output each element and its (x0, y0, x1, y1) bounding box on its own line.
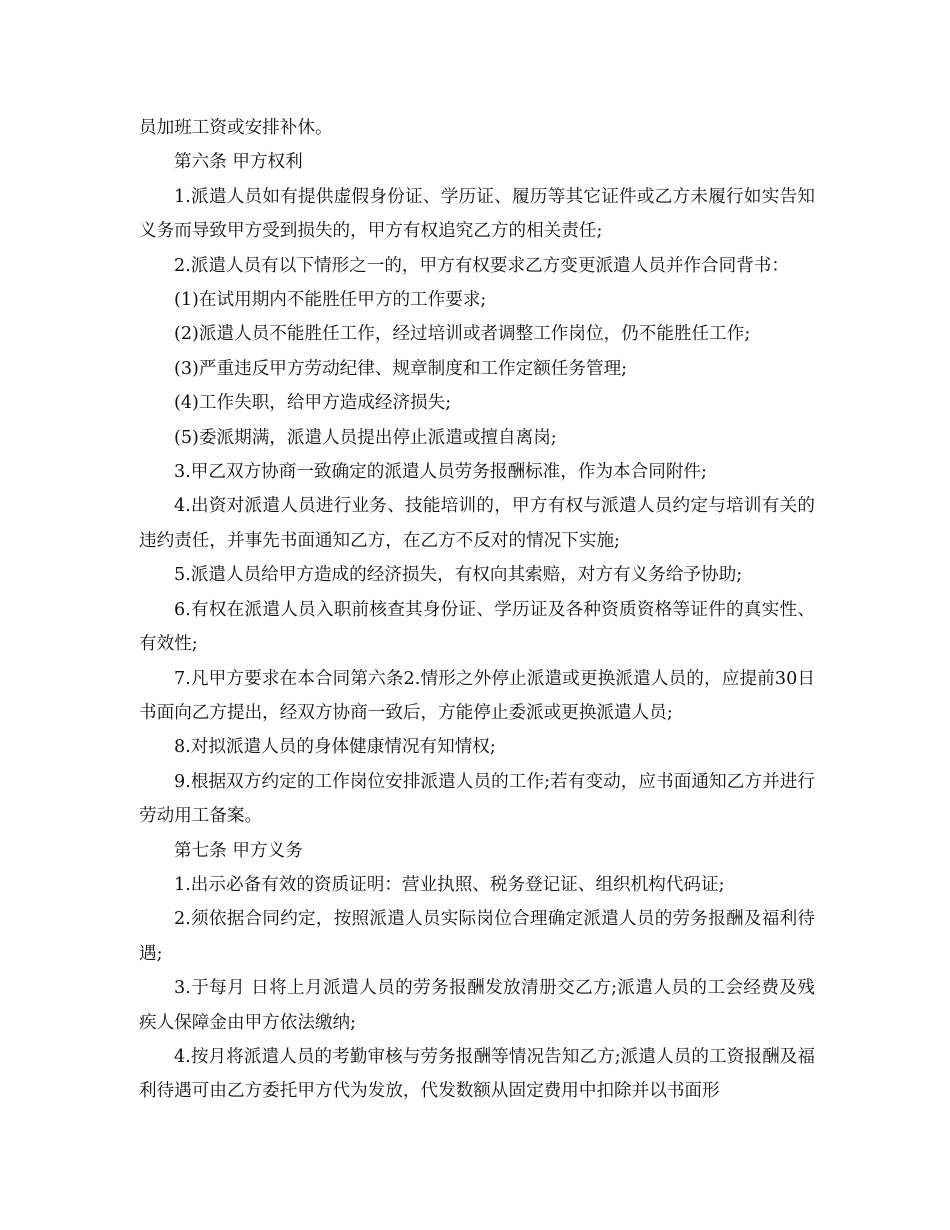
clause-6-6: 6.有权在派遣人员入职前核查其身份证、学历证及各种资质资格等证件的真实性、有效性; (139, 599, 815, 655)
clause-6-8: 8.对拟派遣人员的身体健康情况有知情权; (174, 737, 496, 758)
clause-6-2-item-4: (4)工作失职，给甲方造成经济损失; (174, 393, 452, 414)
clause-6-4: 4.出资对派遣人员进行业务、技能培训的，甲方有权与派遣人员约定与培训有关的违约责任，并事先书面通知乙方，在乙方不反对的情况下实施; (139, 496, 815, 551)
clause-6-3: 3.甲乙双方协商一致确定的派遣人员劳务报酬标准，作为本合同附件; (174, 462, 707, 483)
clause-7-2: 2.须依据合同约定，按照派遣人员实际岗位合理确定派遣人员的劳务报酬及福利待遇; (139, 909, 815, 964)
clause-6-1: 1.派遣人员如有提供虚假身份证、学历证、履历等其它证件或乙方未履行如实告知义务而导致甲方受到损失的，甲方有权追究乙方的相关责任; (139, 186, 815, 242)
clause-7-1: 1.出示必备有效的资质证明：营业执照、税务登记证、组织机构代码证; (174, 874, 725, 895)
clause-7-3: 3.于每月 日将上月派遣人员的劳务报酬发放清册交乙方;派遣人员的工会经费及残疾人保障金由甲方依法缴纳; (139, 978, 815, 1033)
clause-6-2-item-1: (1)在试用期内不能胜任甲方的工作要求; (174, 290, 487, 311)
section-heading-article-6: 第六条 甲方权利 (174, 152, 303, 173)
clause-6-2: 2.派遣人员有以下情形之一的，甲方有权要求乙方变更派遣人员并作合同背书： (174, 255, 789, 276)
paragraph-continuation: 员加班工资或安排补休。 (139, 118, 333, 138)
clause-6-2-item-5: (5)委派期满，派遣人员提出停止派遣或擅自离岗; (174, 427, 557, 448)
clause-6-7: 7.凡甲方要求在本合同第六条2.情形之外停止派遣或更换派遣人员的，应提前30日书面向乙方提出，经双方协商一致后，方能停止委派或更换派遣人员; (139, 668, 815, 723)
clause-6-2-item-2: (2)派遣人员不能胜任工作，经过培训或者调整工作岗位，仍不能胜任工作; (174, 324, 751, 345)
contract-text-body (139, 111, 815, 1109)
clause-6-9: 9.根据双方约定的工作岗位安排派遣人员的工作;若有变动，应书面通知乙方并进行劳动用工备案。 (139, 771, 815, 827)
section-heading-article-7: 第七条 甲方义务 (174, 840, 303, 861)
clause-6-2-item-3: (3)严重违反甲方劳动纪律、规章制度和工作定额任务管理; (174, 358, 628, 379)
clause-7-4: 4.按月将派遣人员的考勤审核与劳务报酬等情况告知乙方;派遣人员的工资报酬及福利待遇可由乙方委托甲方代为发放，代发数额从固定费用中扣除并以书面形 (139, 1046, 815, 1102)
clause-6-5: 5.派遣人员给甲方造成的经济损失，有权向其索赔，对方有义务给予协助; (174, 565, 743, 586)
